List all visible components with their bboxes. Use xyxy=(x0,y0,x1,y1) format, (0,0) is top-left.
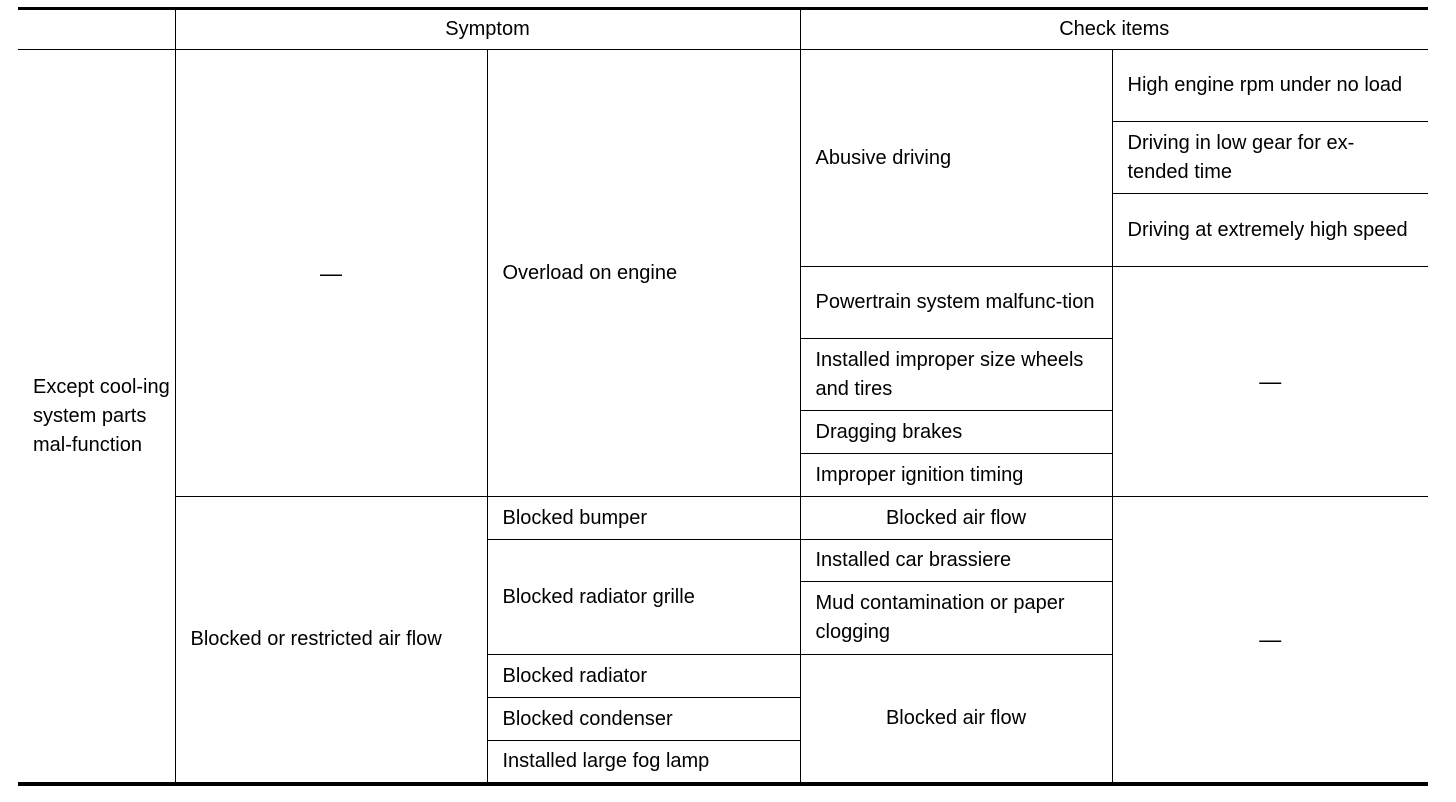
lower-check-cell: Blocked air flow xyxy=(800,655,1112,785)
table-row xyxy=(18,497,1428,540)
overload-item-powertrain: Powertrain system malfunc-tion xyxy=(800,267,1112,339)
overload-dash: — xyxy=(175,50,487,497)
blocked-condenser-cell: Blocked condenser xyxy=(488,698,800,741)
overload-item-ignition: Improper ignition timing xyxy=(800,454,1112,497)
blocked-radiator-cell: Blocked radiator xyxy=(488,655,800,698)
header-symptom: Symptom xyxy=(175,9,800,50)
blocked-grille-cell: Blocked radiator grille xyxy=(487,540,800,655)
fog-lamp-cell: Installed large fog lamp xyxy=(502,750,710,772)
table-row xyxy=(18,50,1428,122)
diagnosis-table xyxy=(18,7,1428,786)
category-label: Except cool-ing system parts mal-function xyxy=(33,375,170,456)
blocked-bumper-check: Blocked air flow xyxy=(800,497,1112,540)
airflow-symptom-label: Blocked or restricted air flow xyxy=(190,628,442,650)
abusive-driving-cell: Abusive driving xyxy=(800,50,1112,267)
header-empty-cell xyxy=(18,9,175,50)
header-check-items: Check items xyxy=(800,9,1428,50)
overload-symptom: Overload on engine xyxy=(487,50,800,497)
overload-item-brakes: Dragging brakes xyxy=(800,411,1112,454)
overload-other-dash: — xyxy=(1112,267,1428,497)
category-cell xyxy=(18,50,175,785)
abusive-item-2: Driving in low gear for ex-tended time xyxy=(1112,122,1428,194)
abusive-item-1: High engine rpm under no load xyxy=(1112,50,1428,122)
blocked-bumper-cell: Blocked bumper xyxy=(487,497,800,540)
overload-item-wheels: Installed improper size wheels and tires xyxy=(800,339,1112,411)
header-row xyxy=(18,9,1428,50)
airflow-dash: — xyxy=(1112,497,1428,785)
lower-symptoms-cell xyxy=(487,655,800,785)
grille-check-brassiere: Installed car brassiere xyxy=(800,540,1112,582)
grille-check-mud: Mud contamination or paper clogging xyxy=(800,582,1112,655)
abusive-item-3: Driving at extremely high speed xyxy=(1112,194,1428,267)
airflow-symptom xyxy=(175,497,487,785)
